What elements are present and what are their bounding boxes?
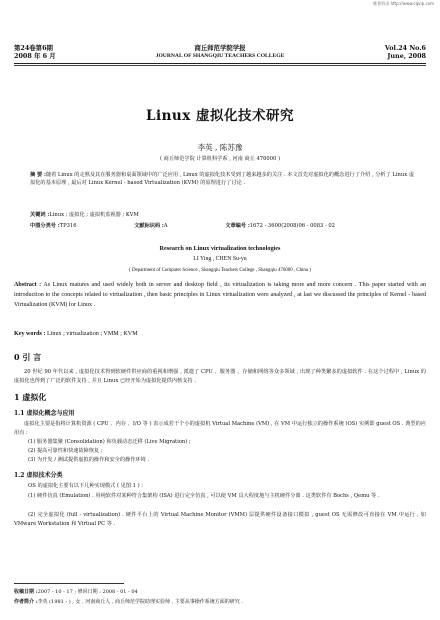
list-item: (2) 完全虚拟化 (full - virtualization) . 硬件平台上的 Virtual Machine Monitor (VMM) 层提供硬件设备接口模拟 , guest OS 无需修改可直接在 VM 中运行 , 如 VMware Workstation 和 Virtual PC 等 . xyxy=(14,512,426,527)
received-label: 收稿日期 : xyxy=(14,589,38,595)
footnote-rule xyxy=(14,583,124,584)
keywords-cn-label: 关键词 : xyxy=(30,212,50,218)
keywords-cn xyxy=(30,211,139,218)
header-rule-thin xyxy=(14,65,426,66)
footnote-author-bio xyxy=(14,598,243,605)
received-dates: 2007 - 10 - 17 ; 修回日期 : 2008 - 01 - 04 xyxy=(37,589,138,595)
doc-label: 文献标识码 : xyxy=(134,223,164,229)
volume-en-line: Vol.24 No.6 xyxy=(384,44,426,52)
clc-value: TP316 xyxy=(59,223,77,229)
date-en-line: June, 2008 xyxy=(387,52,426,60)
english-abstract-label: Abstract : xyxy=(14,282,42,288)
journal-name-cn: 商丘师范学院学报 xyxy=(194,44,246,52)
header-rule-thick xyxy=(14,63,426,64)
subsection-concept-text: 虚拟化主要是指将计算机资源 ( CPU 、内存 、I/O 等 ) 表示成若干个小的虚拟机 Virtual Machine (VM) , 在 VM 中运行独立的操作系统 (OS) 实例即 guest OS . 典型的应用有 : xyxy=(14,421,426,436)
subsection-classification-text: OS 的虚拟化主要有以下几种实现模式 ( 见图 1 ) : xyxy=(28,483,143,489)
clc-label: 中图分类号 : xyxy=(30,223,60,229)
journal-header xyxy=(14,44,426,62)
abstract-cn-label: 摘 要 : xyxy=(30,172,46,178)
volume-issue-en xyxy=(385,44,426,60)
classification-row xyxy=(30,222,418,229)
english-abstract xyxy=(14,280,426,310)
english-keywords-label: Key words : xyxy=(14,331,46,337)
list-item: (2) 提高可靠性和快速故障恢复 ; xyxy=(28,448,103,454)
authors: 李英 , 陈苏豫 xyxy=(197,143,243,152)
volume-issue-line: 第24卷第6期 xyxy=(14,44,53,52)
footnote-received xyxy=(14,588,138,595)
english-authors: LI Ying , CHEN Su-yu xyxy=(193,256,247,262)
english-affiliation: ( Department of Computer Science , Shangqiu Teachers College , Shangqiu 476000 , China ) xyxy=(129,268,311,273)
subsection-classification-heading: 1.2 虚拟技术分类 xyxy=(14,472,63,479)
bio-text: 李英 (1981 - ) , 女 , 河南商丘人 , 商丘师范学院助理实验师 , 主要从事操作系统方面的研究 . xyxy=(37,599,243,605)
abstract-cn xyxy=(30,171,418,187)
english-keywords-text: Linux ; virtualization ; VMM ; KVM xyxy=(47,331,138,337)
affiliation: ( 商丘师范学院 计算机科学系 , 河南 商丘 476000 ) xyxy=(159,156,281,162)
doc-value: A xyxy=(163,223,168,229)
id-label: 文章编号 : xyxy=(225,223,250,229)
clc-code xyxy=(30,223,105,229)
paper-title: Linux 虚拟化技术研究 xyxy=(146,108,294,124)
keywords-cn-text: Linux ; 虚拟化 ; 虚拟机监视器 ; KVM xyxy=(49,212,139,218)
id-value: 1672 - 3600(2008)06 - 0083 - 02 xyxy=(249,223,335,229)
section-intro-heading: 0 引 言 xyxy=(14,352,42,362)
subsection-concept-heading: 1.1 虚拟化概念与应用 xyxy=(14,410,75,417)
journal-name-en: JOURNAL OF SHANGQIU TEACHERS COLLEGE xyxy=(155,53,285,59)
english-title: Research on Linux virtualization technologies xyxy=(159,245,281,252)
journal-name xyxy=(14,44,426,60)
article-id xyxy=(225,223,363,229)
corner-watermark-url: 维普资讯 http://www.cqvip.com xyxy=(373,1,434,6)
bio-label: 作者简介 : xyxy=(14,599,38,605)
doc-code xyxy=(134,223,195,229)
english-keywords xyxy=(14,331,426,337)
english-abstract-text: As Linux matures and used widely both in server and desktop field , its virtualization is taking more and more concern . This paper started with an introduction to the concepts related to virtualization , then basic principles in Linux virtualization were analyzed , at last we discussed the principles of Kernel - based Virtualization (KVM) for Linux . xyxy=(14,282,427,308)
list-item: (1) 服务器集聚 (Consolidation) 和负载动态迁移 (Live Migration) ; xyxy=(28,439,191,445)
issue-date-line: 2008 年 6 月 xyxy=(14,52,56,60)
list-item: (3) 为开发 / 测试提供虚拟的操作和安全的操作环境 . xyxy=(28,457,150,463)
abstract-cn-text: 随着 Linux 的走熟及其在服务器和桌面领域中的广泛应用 , Linux 的虚拟化技术受到了越来越多的关注 . 本文首先对虚拟化的概念进行了介绍 , 分析了 Linux 虚拟化的基本原理 , 最后对 Linux Kernel - based Virtualization (KVM) 的原理进行了讨论 . xyxy=(30,172,415,186)
list-item: (1) 硬件仿真 (Emulation) . 用纯软件对某种符合集架构 (ISA) 进行完全仿真 , 可以使 VM 具大程度地与主机硬件分离 . 这类软件有 Bochs , Qemu 等 . xyxy=(28,493,380,499)
section-intro-text: 20 世纪 90 年代以来 , 虚拟化技术得到软硬件供应商的重视和增强 , 派遣了 CPU 、服务器 、存储和网络等众多领域 , 出现了种类繁多的虚拟软件 . 在这个过程中 , Linux 的虚拟化也得到了广泛的软件支持 , 并且 Linux 已经开始为虚拟化提供内核支持 . xyxy=(14,369,426,384)
section-virtualization-heading: 1 虚拟化 xyxy=(14,392,47,402)
